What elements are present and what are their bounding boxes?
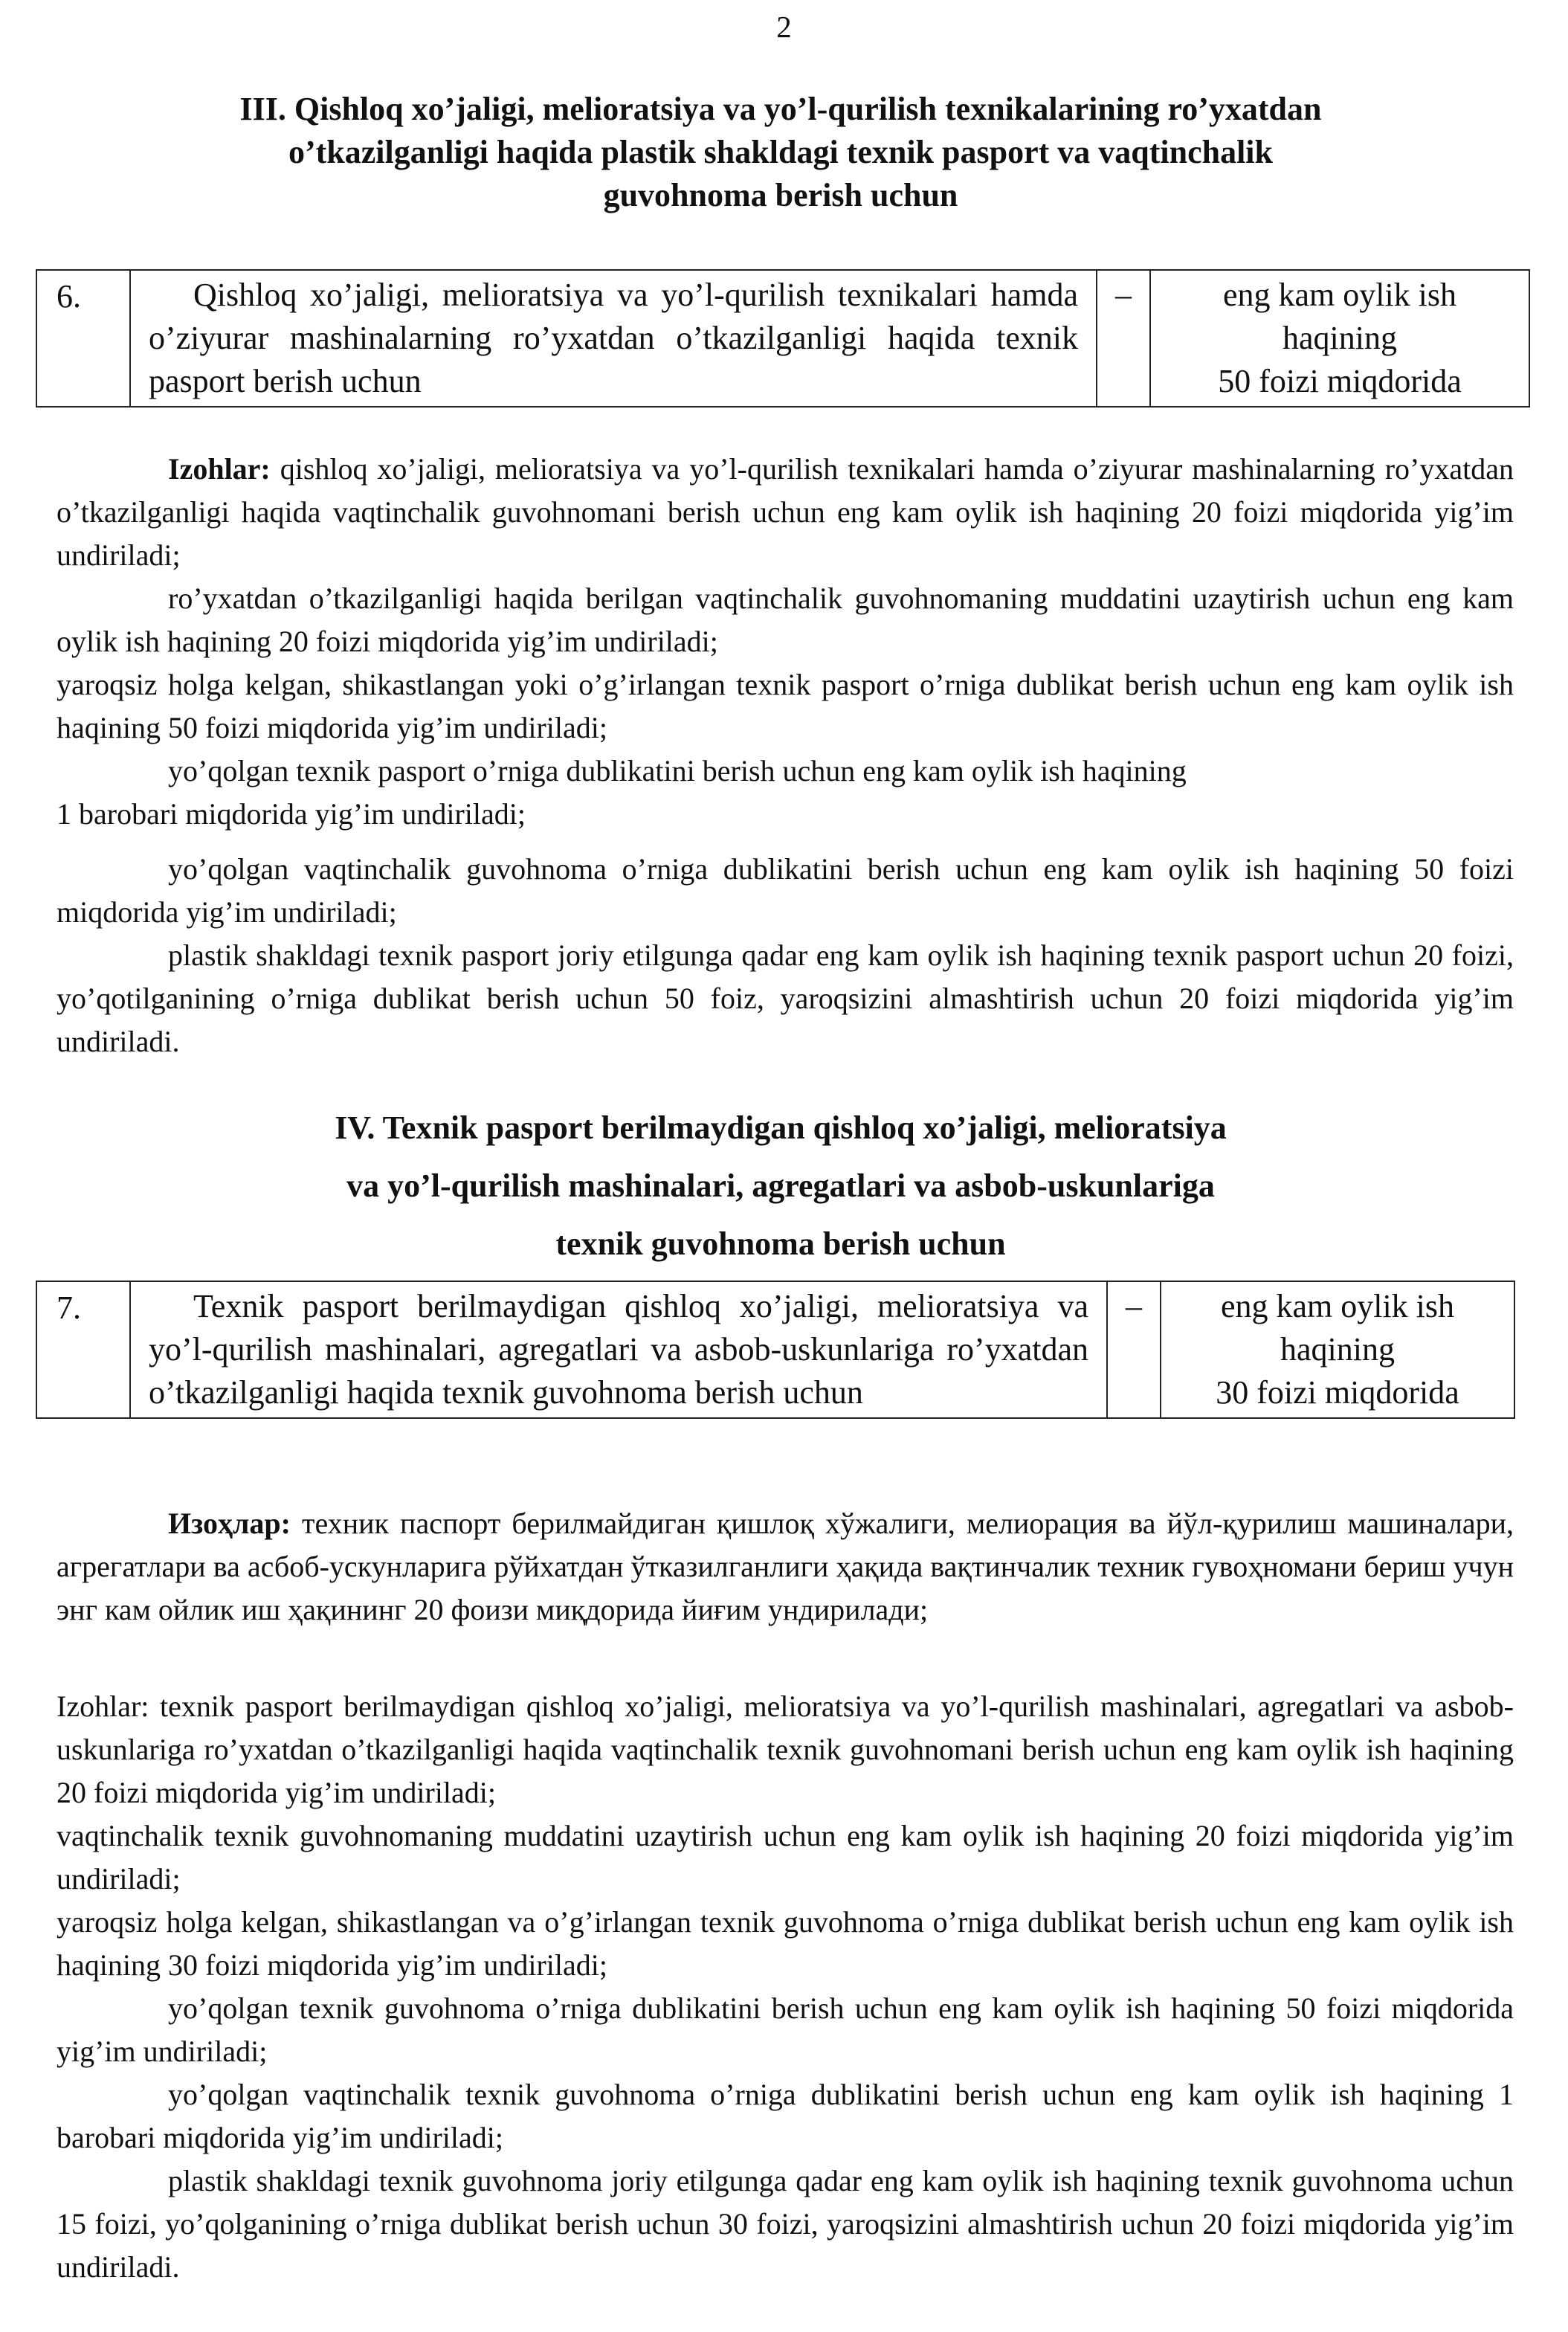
section-3-note-7 <box>57 934 1514 1063</box>
note-text: yo’qolgan texnik guvohnoma o’rniga dublikatini berish uchun eng kam oylik ish haqining 50 foizi miqdorida yig’im undiriladi; <box>57 1991 1514 2068</box>
note-text: yo’qolgan vaqtinchalik guvohnoma o’rniga dublikatini berish uchun eng kam oylik ish haqining 50 foizi miqdorida yig’im undiriladi; <box>57 852 1514 929</box>
rate-line-3: 30 foizi miqdorida <box>1216 1374 1459 1411</box>
fee-table-row-6 <box>36 269 1530 408</box>
section-4-heading-line-1: IV. Texnik pasport berilmaydigan qishloq xo’jaligi, melioratsiya <box>335 1109 1227 1146</box>
section-3-heading <box>112 88 1450 217</box>
section-3-note-6 <box>57 848 1514 934</box>
rate-line-2: haqining <box>1280 1331 1395 1368</box>
rate-line-3: 50 foizi miqdorida <box>1218 363 1462 399</box>
row-rate <box>1150 270 1529 407</box>
page-number: 2 <box>776 10 792 44</box>
note-text: Izohlar: texnik pasport berilmaydigan qishloq xo’jaligi, melioratsiya va yo’l-qurilish mashinalari, agregatlari va asbob-uskunlariga ro’yxatdan o’tkazilganligi haqida vaqtinchalik texnik guvohnomani berish uchun eng kam oylik ish haqining 20 foizi miqdorida yig’im undiriladi; <box>57 1690 1514 1809</box>
section-4-note-2 <box>57 1814 1514 1901</box>
section-4-note-5 <box>57 2073 1514 2159</box>
section-3-note-4 <box>57 750 1514 793</box>
note-text: plastik shakldagi texnik pasport joriy etilgunga qadar eng kam oylik ish haqining texnik pasport uchun 20 foizi, yo’qotilganining o’rniga dublikat berish uchun 50 foiz, yaroqsizini almashtirish uchun 20 foizi miqdorida yig’im undiriladi. <box>57 938 1514 1058</box>
section-4-cyrillic-note <box>57 1502 1514 1632</box>
section-4-heading-line-2: va yo’l-qurilish mashinalari, agregatlari va asbob-uskunlariga <box>346 1167 1215 1204</box>
section-4-note-6 <box>57 2159 1514 2289</box>
section-4-note-4 <box>57 1987 1514 2073</box>
fee-table-row-7 <box>36 1281 1515 1419</box>
row-description <box>130 1281 1107 1418</box>
note-text: 1 barobari miqdorida yig’im undiriladi; <box>57 797 526 831</box>
note-text: yaroqsiz holga kelgan, shikastlangan yoki o’g’irlangan texnik pasport o’rniga dublikat berish uchun eng kam oylik ish haqining 50 foizi miqdorida yig’im undiriladi; <box>57 668 1514 744</box>
rate-line-2: haqining <box>1283 320 1397 356</box>
row-description-text: Texnik pasport berilmaydigan qishloq xo’jaligi, melioratsiya va yo’l-qurilish mashinalari, agregatlari va asbob-uskunlariga ro’yxatdan o’tkazilganligi haqida texnik guvohnoma berish uchun <box>149 1288 1088 1411</box>
section-3-heading-line-3: guvohnoma berish uchun <box>603 177 958 213</box>
note-text: qishloq xo’jaligi, melioratsiya va yo’l-qurilish texnikalari hamda o’ziyurar mashinalarning ro’yxatdan o’tkazilganligi haqida vaqtinchalik guvohnomani berish uchun eng kam oylik ish haqining 20 foizi miqdorida yig’im undiriladi; <box>57 452 1514 572</box>
note-text: vaqtinchalik texnik guvohnomaning muddatini uzaytirish uchun eng kam oylik ish haqining 20 foizi miqdorida yig’im undiriladi; <box>57 1819 1514 1895</box>
row-description <box>130 270 1097 407</box>
row-number: 6. <box>36 270 130 407</box>
note-text: техник паспорт берилмайдиган қишлоқ хўжалиги, мелиорация ва йўл-қурилиш машиналари, агрегатлари ва асбоб-ускунларига рўйхатдан ўтказилганлиги ҳақида вақтинчалик техник гувоҳномани бериш учун энг кам ойлик иш ҳақининг 20 фоизи миқдорида йиғим ундирилади; <box>57 1507 1514 1626</box>
section-3-heading-line-2: o’tkazilganligi haqida plastik shakldagi texnik pasport va vaqtinchalik <box>288 134 1274 170</box>
section-4-note-1 <box>57 1685 1514 1814</box>
section-3-note-3 <box>57 663 1514 750</box>
section-3-note-5 <box>57 793 1514 836</box>
section-4-note-3 <box>57 1901 1514 1987</box>
section-3-note-2 <box>57 577 1514 663</box>
note-text: yo’qolgan texnik pasport o’rniga dublikatini berish uchun eng kam oylik ish haqining <box>168 754 1187 787</box>
row-rate <box>1161 1281 1514 1418</box>
note-text: plastik shakldagi texnik guvohnoma joriy etilgunga qadar eng kam oylik ish haqining texnik guvohnoma uchun 15 foizi, yo’qolganining o’rniga dublikat berish uchun 30 foizi, yaroqsizini almashtirish uchun 20 foizi miqdorida yig’im undiriladi. <box>57 2164 1514 2284</box>
rate-line-1: eng kam oylik ish <box>1222 277 1457 313</box>
notes-label: Izohlar: <box>168 452 271 486</box>
cyrillic-notes-label: Изоҳлар: <box>168 1507 291 1540</box>
note-text: yaroqsiz holga kelgan, shikastlangan va o’g’irlangan texnik guvohnoma o’rniga dublikat berish uchun eng kam oylik ish haqining 30 foizi miqdorida yig’im undiriladi; <box>57 1905 1514 1982</box>
row-description-text: Qishloq xo’jaligi, melioratsiya va yo’l-qurilish texnikalari hamda o’ziyurar mashinalarning ro’yxatdan o’tkazilganligi haqida texnik pasport berish uchun <box>149 277 1078 399</box>
rate-line-1: eng kam oylik ish <box>1220 1288 1455 1324</box>
note-text: ro’yxatdan o’tkazilganligi haqida berilgan vaqtinchalik guvohnomaning muddatini uzaytirish uchun eng kam oylik ish haqining 20 foizi miqdorida yig’im undiriladi; <box>57 582 1514 658</box>
section-4-heading-line-3: texnik guvohnoma berish uchun <box>555 1225 1006 1262</box>
row-number: 7. <box>36 1281 130 1418</box>
section-3-heading-line-1: III. Qishloq xo’jaligi, melioratsiya va yo’l-qurilish texnikalarining ro’yxatdan <box>239 91 1322 127</box>
section-4-heading <box>112 1099 1450 1273</box>
row-dash: – <box>1107 1281 1161 1418</box>
section-3-note-1 <box>57 448 1514 577</box>
note-text: yo’qolgan vaqtinchalik texnik guvohnoma o’rniga dublikatini berish uchun eng kam oylik ish haqining 1 barobari miqdorida yig’im undiriladi; <box>57 2078 1514 2154</box>
row-dash: – <box>1097 270 1150 407</box>
